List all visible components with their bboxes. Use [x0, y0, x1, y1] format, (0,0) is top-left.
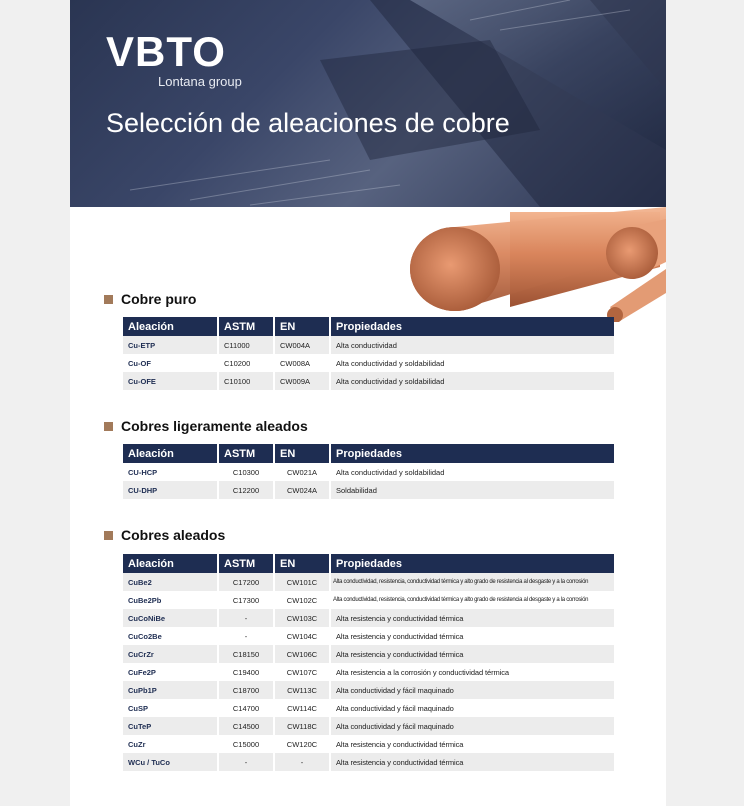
- table-row: [123, 573, 614, 591]
- cell-en: CW114C: [287, 703, 317, 713]
- cell-en: -: [275, 753, 329, 771]
- table-cobres-aleados: [121, 554, 616, 771]
- col-header-aleacion: Aleación: [123, 317, 217, 336]
- cell-en: CW021A: [286, 467, 317, 477]
- cell-alloy: CuCoNiBe: [123, 609, 217, 627]
- cell-properties: Alta conductividad, resistencia, conductividad térmica y alto grado de resistencia al desgaste y a la corrosión: [333, 597, 589, 603]
- cell-astm: C18700: [219, 681, 273, 699]
- table-row: [123, 681, 614, 699]
- cell-en: CW106C: [275, 645, 329, 663]
- table-row: [123, 735, 614, 753]
- cell-properties: Alta conductividad, resistencia, conductividad térmica y alto grado de resistencia al desgaste y a la corrosión: [331, 573, 614, 591]
- table-row: [123, 463, 614, 481]
- table-row: [123, 627, 614, 645]
- table-row: [123, 645, 614, 663]
- square-bullet-icon: [104, 295, 113, 304]
- table-row: [123, 699, 614, 717]
- cell-astm: C11000: [219, 336, 273, 354]
- cell-alloy: CuBe2Pb: [128, 595, 162, 605]
- col-header-propiedades: Propiedades: [331, 317, 614, 336]
- cell-properties: Alta resistencia y conductividad térmica: [336, 739, 464, 749]
- table-header-row: [123, 444, 614, 463]
- cell-en: CW101C: [275, 573, 329, 591]
- cell-alloy: CuCo2Be: [128, 631, 162, 641]
- logo-wordmark: VBTO: [106, 28, 226, 75]
- table-row: [123, 372, 614, 390]
- cell-alloy: CU-HCP: [128, 467, 158, 477]
- cell-properties: Alta conductividad y fácil maquinado: [336, 703, 454, 713]
- table-row: [123, 609, 614, 627]
- table-row: [123, 663, 614, 681]
- cell-en: CW113C: [275, 681, 329, 699]
- cell-en: CW008A: [280, 358, 311, 368]
- cell-astm: C19400: [232, 667, 260, 677]
- vbto-logo: [106, 28, 242, 89]
- cell-alloy: CuFe2P: [128, 667, 156, 677]
- cell-en: CW118C: [275, 717, 329, 735]
- col-header-astm: ASTM: [219, 444, 273, 463]
- logo-subtitle: Lontana group: [158, 74, 242, 89]
- col-header-en: EN: [275, 317, 329, 336]
- col-header-astm: ASTM: [219, 317, 273, 336]
- cell-en: CW024A: [275, 481, 329, 499]
- cell-alloy: CuCrZr: [123, 645, 217, 663]
- cell-properties: Alta conductividad y fácil maquinado: [331, 717, 614, 735]
- square-bullet-icon: [104, 422, 113, 431]
- table-cobre-puro: [121, 317, 616, 390]
- table-header-row: [123, 317, 614, 336]
- cell-alloy: CuTeP: [123, 717, 217, 735]
- cell-astm: C10200: [224, 358, 251, 368]
- cell-properties: Alta conductividad y fácil maquinado: [331, 681, 614, 699]
- cell-astm: C15000: [232, 739, 260, 749]
- table-cobres-ligeramente-aleados: [121, 444, 616, 499]
- col-header-aleacion: Aleación: [123, 554, 217, 573]
- cell-en: CW103C: [275, 609, 329, 627]
- col-header-astm: ASTM: [219, 554, 273, 573]
- section-heading-cobres-ligeramente-aleados: [104, 418, 308, 434]
- cell-properties: Alta conductividad y soldabilidad: [336, 358, 445, 368]
- cell-astm: -: [219, 753, 273, 771]
- table-row: [123, 481, 614, 499]
- cell-astm: C10300: [232, 467, 260, 477]
- table-row: [123, 717, 614, 735]
- cell-alloy: CuSP: [128, 703, 149, 713]
- cell-en: CW107C: [286, 667, 318, 677]
- cell-en: CW104C: [286, 631, 318, 641]
- cell-properties: Alta conductividad y soldabilidad: [336, 467, 445, 477]
- cell-astm: -: [244, 631, 248, 641]
- cell-properties: Alta resistencia y conductividad térmica: [331, 609, 614, 627]
- cell-astm: C17300: [232, 595, 260, 605]
- page-title: Selección de aleaciones de cobre: [106, 108, 510, 138]
- square-bullet-icon: [104, 531, 113, 540]
- col-header-propiedades: Propiedades: [331, 444, 614, 463]
- table-header-row: [123, 554, 614, 573]
- cell-alloy: CU-DHP: [123, 481, 217, 499]
- section-heading-text: Cobre puro: [121, 291, 197, 307]
- cell-astm: C18150: [219, 645, 273, 663]
- cell-astm: C14500: [219, 717, 273, 735]
- cell-astm: C12200: [219, 481, 273, 499]
- table-row: [123, 591, 614, 609]
- cell-astm: C10100: [219, 372, 273, 390]
- hero-banner: [70, 0, 666, 207]
- cell-properties: Alta conductividad: [331, 336, 614, 354]
- cell-alloy: CuPb1P: [123, 681, 217, 699]
- col-header-en: EN: [275, 554, 329, 573]
- cell-properties: Alta conductividad y soldabilidad: [331, 372, 614, 390]
- col-header-en: EN: [275, 444, 329, 463]
- cell-properties: Alta resistencia y conductividad térmica: [331, 753, 614, 771]
- cell-astm: C17200: [219, 573, 273, 591]
- cell-alloy: Cu-OFE: [123, 372, 217, 390]
- cell-en: CW120C: [286, 739, 318, 749]
- cell-properties: Alta resistencia y conductividad térmica: [336, 631, 464, 641]
- cell-astm: C14700: [232, 703, 260, 713]
- section-heading-text: Cobres aleados: [121, 527, 226, 543]
- table-row: [123, 336, 614, 354]
- cell-alloy: Cu-ETP: [123, 336, 217, 354]
- section-heading-text: Cobres ligeramente aleados: [121, 418, 308, 434]
- cell-en: CW004A: [275, 336, 329, 354]
- cell-astm: -: [219, 609, 273, 627]
- cell-en: CW102C: [286, 595, 318, 605]
- cell-properties: Alta resistencia y conductividad térmica: [331, 645, 614, 663]
- section-heading-cobres-aleados: [104, 527, 225, 543]
- cell-properties: Soldabilidad: [331, 481, 614, 499]
- cell-alloy: CuZr: [128, 739, 146, 749]
- document-page: [70, 0, 666, 806]
- cell-properties: Alta resistencia a la corrosión y conductividad térmica: [336, 667, 509, 677]
- cell-alloy: Cu-OF: [128, 358, 151, 368]
- section-heading-cobre-puro: [104, 291, 196, 307]
- col-header-aleacion: Aleación: [123, 444, 217, 463]
- copper-rods-image: [400, 207, 666, 322]
- table-row: [123, 354, 614, 372]
- table-row: [123, 753, 614, 771]
- cell-alloy: CuBe2: [123, 573, 217, 591]
- cell-en: CW009A: [275, 372, 329, 390]
- col-header-propiedades: Propiedades: [331, 554, 614, 573]
- cell-alloy: WCu / TuCo: [123, 753, 217, 771]
